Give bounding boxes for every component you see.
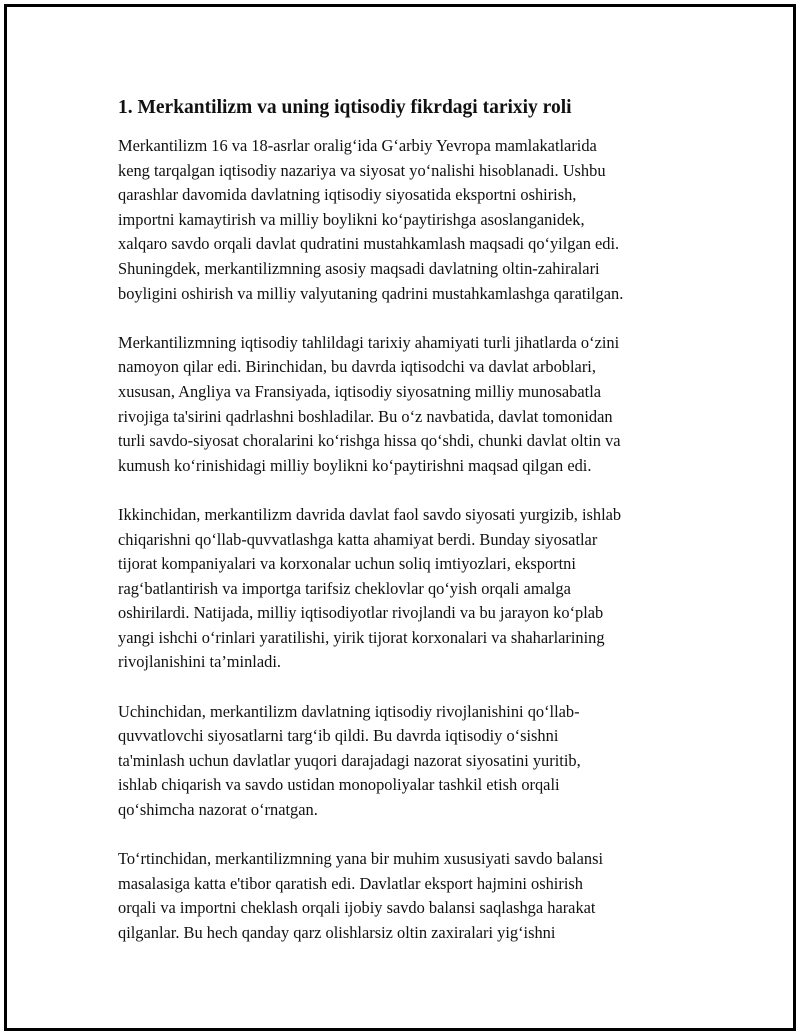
- text-line: yangi ishchi o‘rinlari yaratilishi, yirik tijorat korxonalari va shaharlarining: [118, 627, 605, 647]
- paragraph: [118, 700, 698, 823]
- text-line: namoyon qilar edi. Birinchidan, bu davrda iqtisodchi va davlat arboblari,: [118, 357, 596, 377]
- text-line: ishlab chiqarish va savdo ustidan monopoliyalar tashkil etish orqali: [118, 775, 560, 795]
- text-line: rivojlanishini ta’minladi.: [118, 652, 281, 672]
- text-line: Shuningdek, merkantilizmning asosiy maqsadi davlatning oltin-zahiralari: [118, 258, 600, 278]
- text-line: xalqaro savdo orqali davlat qudratini mustahkamlash maqsadi qo‘yilgan edi.: [118, 234, 620, 254]
- text-line: tijorat kompaniyalari va korxonalar uchun soliq imtiyozlari, eksportni: [118, 554, 576, 574]
- text-line: Merkantilizmning iqtisodiy tahlildagi tarixiy ahamiyati turli jihatlarda o‘zini: [118, 332, 620, 352]
- paragraph: [118, 331, 698, 479]
- text-line: masalasiga katta e'tibor qaratish edi. Davlatlar eksport hajmini oshirish: [118, 873, 583, 893]
- text-line: qo‘shimcha nazorat o‘rnatgan.: [118, 800, 318, 820]
- text-line: rag‘batlantirish va importga tarifsiz cheklovlar qo‘yish orqali amalga: [118, 578, 571, 598]
- paragraph: [118, 847, 698, 945]
- paragraph: [118, 134, 698, 306]
- section-heading: 1. Merkantilizm va uning iqtisodiy fikrdagi tarixiy roli: [118, 97, 572, 118]
- text-line: Merkantilizm 16 va 18-asrlar oralig‘ida G‘arbiy Yevropa mamlakatlarida: [118, 136, 597, 155]
- text-line: keng tarqalgan iqtisodiy nazariya va siyosat yo‘nalishi hisoblanadi. Ushbu: [118, 160, 606, 180]
- text-line: oshirilardi. Natijada, milliy iqtisodiyotlar rivojlandi va bu jarayon ko‘plab: [118, 603, 604, 623]
- text-line: qarashlar davomida davlatning iqtisodiy siyosatida eksportni oshirish,: [118, 185, 577, 205]
- text-line: To‘rtinchidan, merkantilizmning yana bir muhim xususiyati savdo balansi: [118, 849, 604, 869]
- paragraph-list: [118, 134, 698, 946]
- text-line: qilganlar. Bu hech qanday qarz olishlarsiz oltin zaxiralari yig‘ishni: [118, 923, 556, 942]
- text-line: boyligini oshirish va milliy valyutaning qadrini mustahkamlashga qaratilgan.: [118, 283, 624, 303]
- text-line: chiqarishni qo‘llab-quvvatlashga katta ahamiyat berdi. Bunday siyosatlar: [118, 529, 598, 549]
- text-line: ta'minlash uchun davlatlar yuqori darajadagi nazorat siyosatini yuritib,: [118, 750, 581, 770]
- text-line: turli savdo-siyosat choralarini ko‘rishga hissa qo‘shdi, chunki davlat oltin va: [118, 431, 621, 451]
- text-line: quvvatlovchi siyosatlarni targ‘ib qildi. Bu davrda iqtisodiy o‘sishni: [118, 726, 559, 746]
- text-line: orqali va importni cheklash orqali ijobiy savdo balansi saqlashga harakat: [118, 898, 596, 918]
- text-line: kumush ko‘rinishidagi milliy boylikni ko‘paytirishni maqsad qilgan edi.: [118, 455, 592, 475]
- text-line: rivojiga ta'sirini qadrlashni boshladilar. Bu o‘z navbatida, davlat tomonidan: [118, 406, 613, 426]
- text-line: Ikkinchidan, merkantilizm davrida davlat faol savdo siyosati yurgizib, ishlab: [118, 504, 622, 524]
- document-body: [118, 96, 698, 970]
- paragraph: [118, 503, 698, 675]
- text-line: xususan, Angliya va Fransiyada, iqtisodiy siyosatning milliy munosabatla: [118, 381, 602, 401]
- text-line: Uchinchidan, merkantilizm davlatning iqtisodiy rivojlanishini qo‘llab-: [118, 701, 580, 721]
- text-line: importni kamaytirish va milliy boylikni ko‘paytirishga asoslanganidek,: [118, 209, 585, 229]
